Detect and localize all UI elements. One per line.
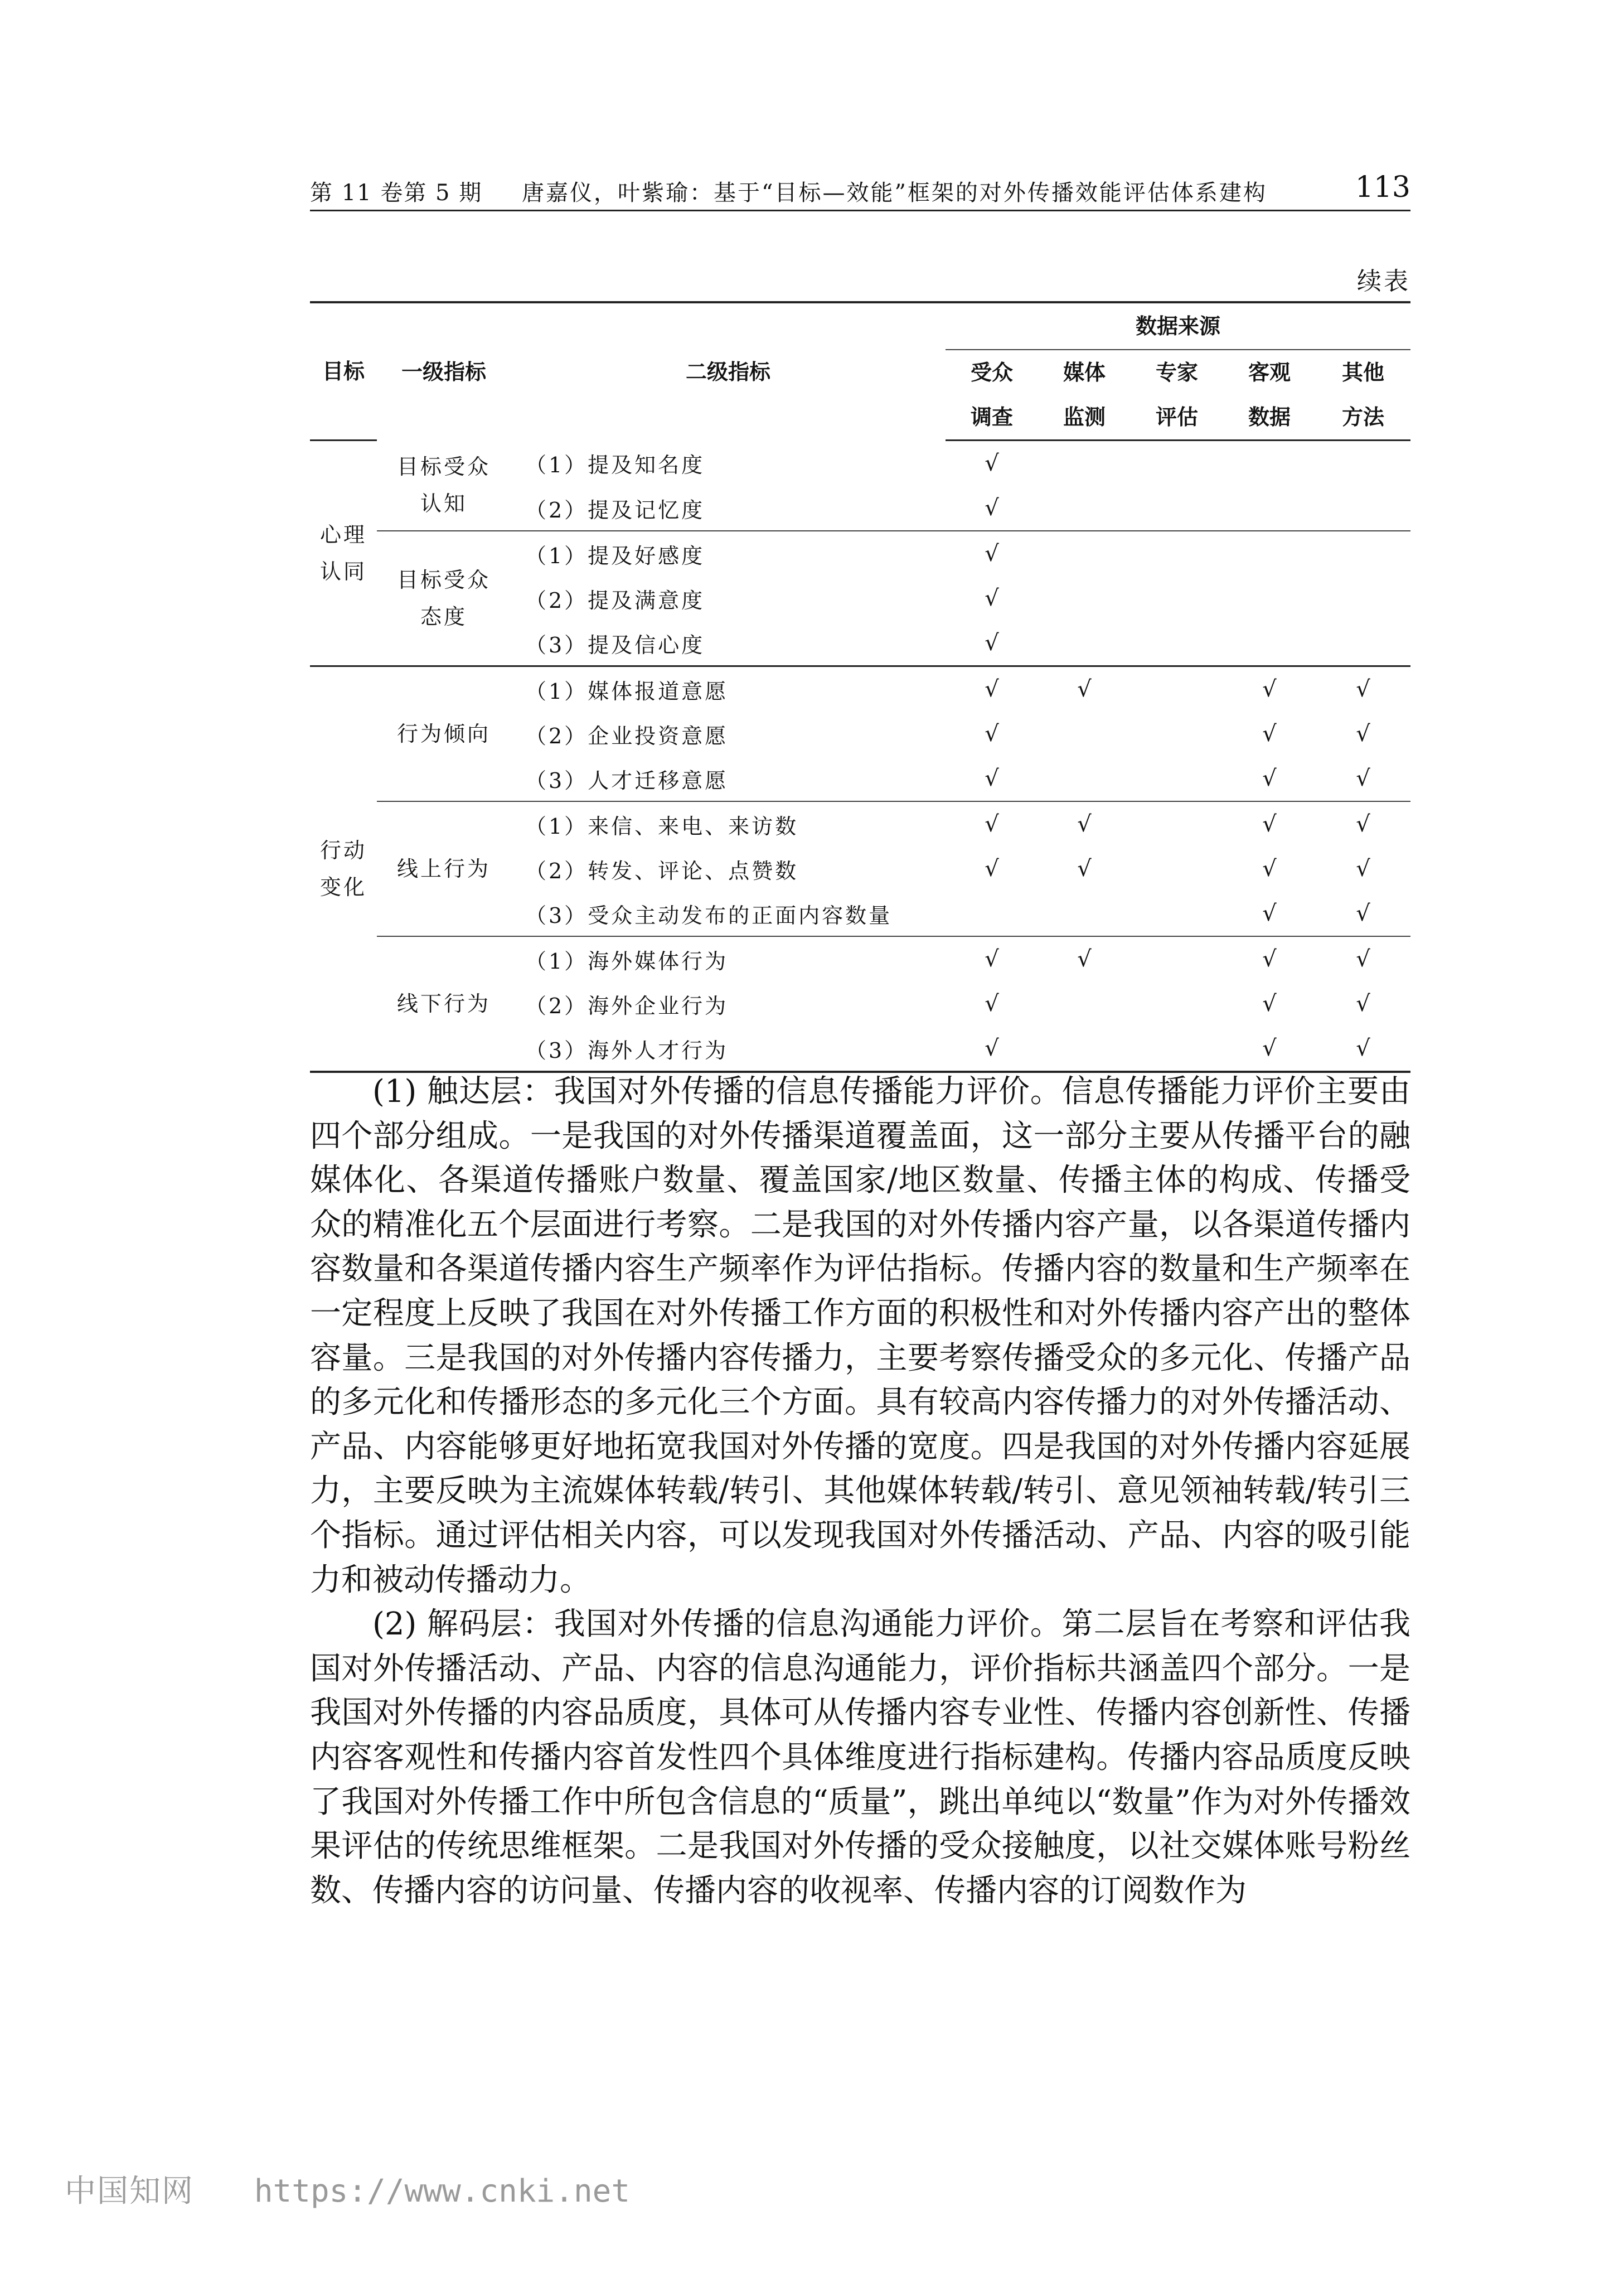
check-cell: √ — [946, 801, 1038, 847]
check-cell: √ — [1356, 721, 1370, 747]
header-source-3: 客观 数据 — [1223, 350, 1316, 441]
check-cell: √ — [1356, 1036, 1370, 1061]
check-cell: √ — [1223, 666, 1316, 712]
page-number: 113 — [1355, 171, 1410, 204]
table-row — [310, 801, 1410, 847]
table-row — [310, 666, 1410, 712]
check-cell: √ — [1356, 766, 1370, 791]
check-cell — [1131, 891, 1223, 936]
header-level2: 二级指标 — [685, 359, 770, 384]
level2-cell: （2）提及记忆度 — [525, 497, 705, 523]
level2-cell: （2）转发、评论、点赞数 — [525, 858, 799, 883]
check-cell: √ — [1262, 856, 1277, 882]
check-cell: √ — [1262, 721, 1277, 747]
check-cell — [1038, 981, 1131, 1026]
check-cell — [1038, 621, 1131, 666]
check-cell: √ — [946, 666, 1038, 712]
running-title: 唐嘉仪，叶紫瑜：基于“目标—效能”框架的对外传播效能评估体系建构 — [522, 180, 1267, 206]
check-cell: √ — [1316, 801, 1410, 847]
check-cell — [1316, 621, 1410, 666]
check-cell: √ — [985, 1036, 999, 1061]
check-cell: √ — [985, 991, 999, 1017]
level2-cell: （1）媒体报道意愿 — [511, 666, 946, 712]
footer-watermark — [65, 2166, 630, 2211]
table-continued-label: 续表 — [1357, 267, 1410, 296]
check-cell — [1131, 712, 1223, 756]
check-cell: √ — [985, 766, 999, 791]
check-cell — [1131, 847, 1223, 891]
check-cell — [1131, 486, 1223, 531]
level2-cell: （1）提及知名度 — [525, 452, 705, 477]
level2-cell: （2）提及满意度 — [525, 588, 705, 613]
check-cell: √ — [1262, 1036, 1277, 1061]
check-cell — [946, 891, 1038, 936]
check-cell — [1223, 441, 1316, 486]
level2-cell: （1）海外媒体行为 — [511, 936, 946, 981]
header-source-0: 受众 调查 — [946, 350, 1038, 441]
check-cell: √ — [985, 856, 999, 882]
check-cell — [1316, 531, 1410, 576]
check-cell: √ — [985, 495, 999, 521]
check-cell — [1223, 621, 1316, 666]
check-cell: √ — [1038, 666, 1131, 712]
header-source-4: 其他 方法 — [1316, 350, 1410, 441]
level1-cell: 线下行为 — [377, 936, 511, 1072]
table-row — [310, 441, 1410, 486]
level2-cell: （3）受众主动发布的正面内容数量 — [525, 903, 893, 928]
check-cell — [1038, 891, 1131, 936]
check-cell: √ — [1077, 856, 1092, 882]
check-cell — [1316, 441, 1410, 486]
check-cell: √ — [1223, 801, 1316, 847]
cnki-url: https://www.cnki.net — [254, 2173, 631, 2209]
table-row — [310, 531, 1410, 576]
table-row — [310, 936, 1410, 981]
body-text — [310, 1070, 1410, 1913]
check-cell — [1038, 441, 1131, 486]
check-cell: √ — [985, 721, 999, 747]
check-cell — [1223, 486, 1316, 531]
check-cell — [1131, 981, 1223, 1026]
check-cell: √ — [1316, 936, 1410, 981]
check-cell: √ — [985, 451, 999, 476]
check-cell — [1223, 531, 1316, 576]
level1-cell: 目标受众 态度 — [377, 531, 511, 666]
check-cell: √ — [1316, 666, 1410, 712]
check-cell: √ — [1356, 991, 1370, 1017]
check-cell — [1038, 486, 1131, 531]
check-cell — [1131, 1026, 1223, 1072]
check-cell — [1316, 576, 1410, 621]
check-cell — [1131, 936, 1223, 981]
header-level1: 一级指标 — [401, 359, 486, 384]
check-cell — [1131, 441, 1223, 486]
goal-cell: 行动 变化 — [310, 666, 377, 1072]
level1-cell: 线上行为 — [377, 801, 511, 936]
check-cell — [1131, 756, 1223, 801]
level1-cell: 行为倾向 — [377, 666, 511, 802]
check-cell — [1131, 621, 1223, 666]
check-cell — [1131, 666, 1223, 712]
cnki-logo: 中国知网 — [65, 2173, 194, 2209]
check-cell — [1038, 756, 1131, 801]
check-cell: √ — [985, 630, 999, 656]
check-cell: √ — [1262, 901, 1277, 926]
level2-cell: （3）提及信心度 — [525, 632, 705, 657]
check-cell: √ — [1038, 936, 1131, 981]
level2-cell: （1）提及好感度 — [511, 531, 946, 576]
check-cell: √ — [1356, 901, 1370, 926]
check-cell — [1316, 486, 1410, 531]
check-cell: √ — [946, 936, 1038, 981]
check-cell: √ — [1356, 856, 1370, 882]
running-header — [310, 171, 1410, 211]
level2-cell: （3）海外人才行为 — [525, 1038, 729, 1063]
paragraph: (2) 解码层：我国对外传播的信息沟通能力评价。第二层旨在考察和评估我国对外传播活动、产品、内容的信息沟通能力，评价指标共涵盖四个部分。一是我国对外传播的内容品质度，具体可从传播内容专业性、传播内容创新性、传播内容客观性和传播内容首发性四个具体维度进行指标建构。传播内容品质度反映了我国对外传播工作中所包含信息的“质量”，跳出单纯以“数量”作为对外传播效果评估的传统思维框架。二是我国对外传播的受众接触度，以社交媒体账号粉丝数、传播内容的访问量、传播内容的收视率、传播内容的订阅数作为 — [310, 1606, 1411, 1909]
level1-cell: 目标受众 认知 — [396, 454, 491, 516]
level2-cell: （2）海外企业行为 — [525, 993, 729, 1018]
level2-cell: （1）来信、来电、来访数 — [511, 801, 946, 847]
paragraph: (1) 触达层：我国对外传播的信息传播能力评价。信息传播能力评价主要由四个部分组成。一是我国的对外传播渠道覆盖面，这一部分主要从传播平台的融媒体化、各渠道传播账户数量、覆盖国家/地区数量、传播主体的构成、传播受众的精准化五个层面进行考察。二是我国的对外传播内容产量，以各渠道传播内容数量和各渠道传播内容生产频率作为评估指标。传播内容的数量和生产频率在一定程度上反映了我国在对外传播工作方面的积极性和对外传播内容产出的整体容量。三是我国的对外传播内容传播力，主要考察传播受众的多元化、传播产品的多元化和传播形态的多元化三个方面。具有较高内容传播力的对外传播活动、产品、内容能够更好地拓宽我国对外传播的宽度。四是我国的对外传播内容延展力，主要反映为主流媒体转载/转引、其他媒体转载/转引、意见领袖转载/转引三个指标。通过评估相关内容，可以发现我国对外传播活动、产品、内容的吸引能力和被动传播动力。 — [310, 1073, 1410, 1598]
level2-cell: （2）企业投资意愿 — [525, 723, 729, 748]
check-cell — [1038, 576, 1131, 621]
check-cell — [1131, 576, 1223, 621]
check-cell — [1223, 576, 1316, 621]
check-cell — [1038, 1026, 1131, 1072]
header-data-source: 数据来源 — [946, 302, 1410, 350]
header-source-1: 媒体 监测 — [1038, 350, 1131, 441]
check-cell — [1131, 531, 1223, 576]
check-cell — [1038, 712, 1131, 756]
check-cell: √ — [1038, 801, 1131, 847]
header-goal: 目标 — [322, 359, 365, 384]
indicator-table — [310, 301, 1410, 1073]
check-cell: √ — [985, 586, 999, 611]
check-cell: √ — [1262, 766, 1277, 791]
check-cell: √ — [946, 531, 1038, 576]
journal-issue: 第 11 卷第 5 期 — [310, 180, 483, 206]
goal-cell: 心理 认同 — [310, 441, 377, 666]
check-cell — [1131, 801, 1223, 847]
header-source-2: 专家 评估 — [1131, 350, 1223, 441]
level2-cell: （3）人才迁移意愿 — [525, 768, 729, 793]
check-cell: √ — [1223, 936, 1316, 981]
check-cell: √ — [1262, 991, 1277, 1017]
check-cell — [1038, 531, 1131, 576]
